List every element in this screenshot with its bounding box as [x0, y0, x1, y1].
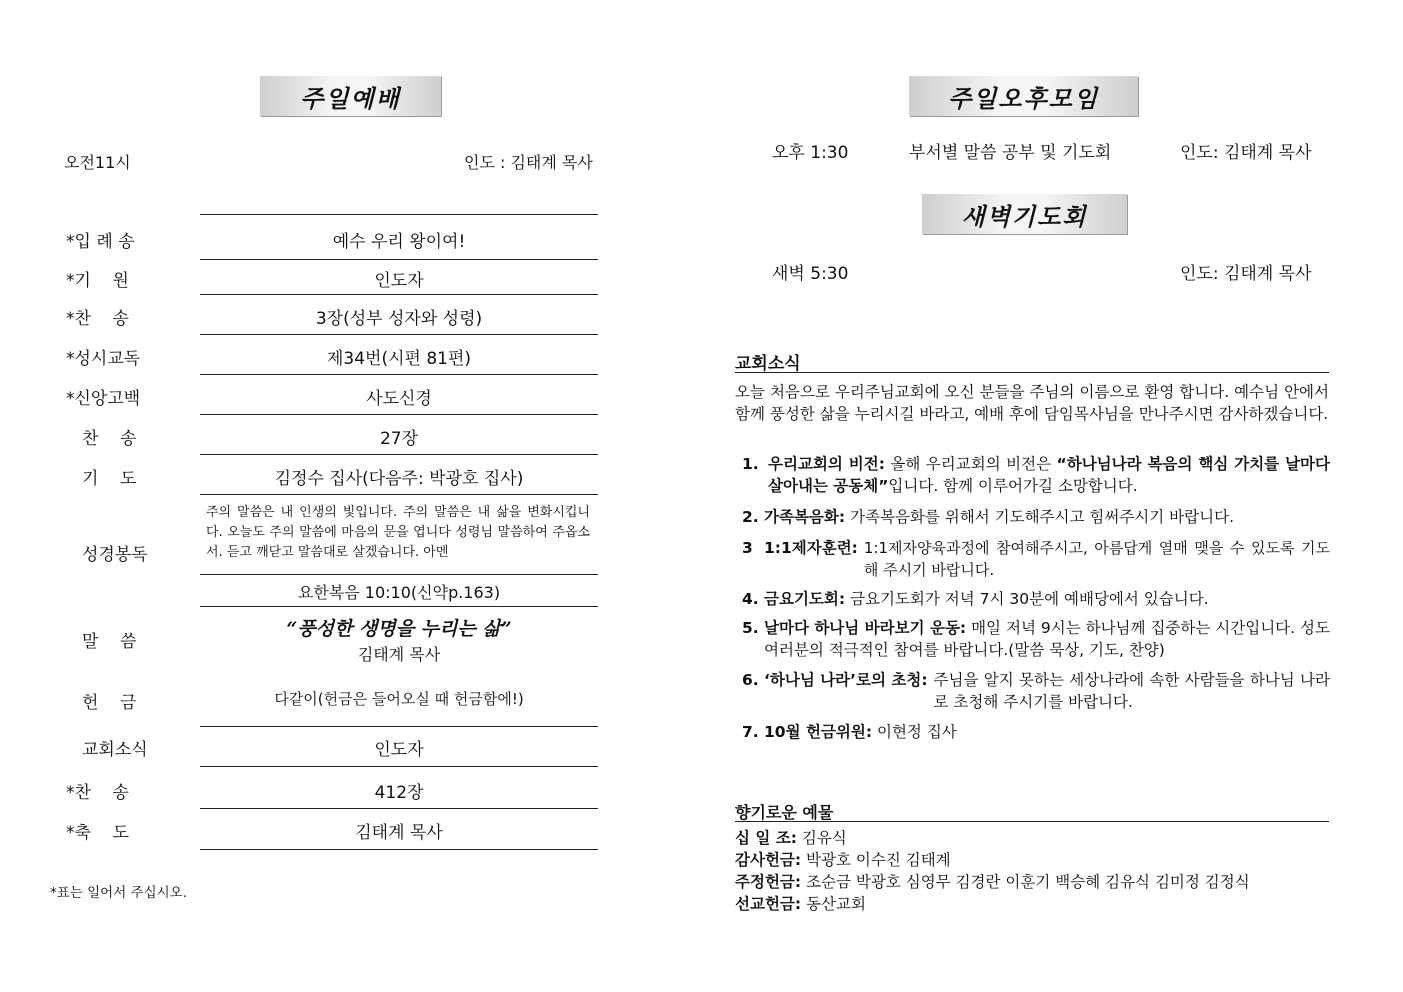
order-label: *축 도: [66, 823, 129, 843]
order-label: 찬 송: [82, 429, 137, 449]
news-item-num: 3: [742, 539, 753, 557]
news-item-text: 올해 우리교회의 비전은: [890, 455, 1052, 473]
news-intro: 오늘 처음으로 우리주님교회에 오신 분들을 주님의 이름으로 환영 합니다. 예수님 안에서 함께 풍성한 삶을 누리시길 바라고, 예배 후에 담임목사님을 만나주시면 감사하겠습니다.: [735, 383, 1329, 423]
offering-row: [735, 848, 951, 870]
order-line: [200, 454, 598, 455]
offering-names: 김유식: [801, 829, 847, 847]
order-line: [200, 334, 598, 335]
dawn-title: [922, 194, 1127, 234]
order-line: [200, 294, 598, 295]
offering-label: 십 일 조:: [735, 829, 797, 847]
order-line: [200, 726, 598, 727]
news-item-num: 2.: [742, 508, 759, 526]
scripture-prayer: 주의 말씀은 내 인생의 빛입니다. 주의 말씀은 내 삶을 변화시킵니다. 오늘도 주의 말씀에 마음의 문을 엽니다 성령님 말씀하여 주옵소서. 듣고 깨닫고 말씀대로 살겠습니다. 아멘: [206, 505, 590, 560]
order-value: 제34번(시편 81편): [326, 349, 472, 369]
order-label: 말 씀: [82, 632, 137, 652]
afternoon-title: [909, 76, 1138, 116]
news-item-text: 금요기도회가 저녁 7시 30분에 예배당에서 있습니다.: [850, 590, 1209, 608]
afternoon-title-text: 주일오후모임: [947, 84, 1100, 113]
order-value: 다같이(헌금은 들어오실 때 헌금함에!): [274, 690, 524, 708]
order-line: [200, 808, 598, 809]
order-label: 헌 금: [82, 693, 137, 713]
dawn-title-text: 새벽기도회: [961, 202, 1088, 231]
offering-underline: [735, 821, 1329, 822]
news-item-text: 이현정 집사: [876, 723, 957, 741]
order-label: *성시교독: [66, 349, 141, 369]
order-label: *기 원: [66, 271, 129, 291]
order-value: 27장: [379, 429, 419, 449]
news-item: [742, 721, 1330, 743]
sermon-preacher: 김태계 목사: [357, 645, 441, 664]
order-value: 사도신경: [366, 389, 432, 409]
order-line: [200, 606, 598, 607]
offering-heading: 향기로운 예물: [735, 803, 834, 822]
order-line: [200, 374, 598, 375]
news-item-text: 가족복음화를 위해서 기도해주시고 힘써주시기 바랍니다.: [850, 508, 1235, 526]
offering-label: 선교헌금:: [735, 895, 802, 913]
order-line: [200, 214, 598, 215]
order-label: 교회소식: [82, 740, 148, 760]
offering-row: [735, 826, 847, 848]
news-heading: 교회소식: [735, 354, 801, 374]
order-label: *입 례 송: [66, 232, 135, 252]
worship-title: [260, 76, 441, 116]
news-item: [742, 588, 1330, 610]
order-value: 412장: [374, 783, 424, 803]
news-item-emphasis: “하나님나라 복음의 핵심 가치를 날마다 살아내는 공동체”: [768, 455, 1330, 495]
offering-names: 조순금 박광호 심영무 김경란 이훈기 백승혜 김유식 김미정 김정식: [806, 873, 1250, 891]
news-item-title: ‘하나님 나라’로의 초청:: [764, 671, 928, 689]
worship-leader: 인도 : 김태계 목사: [464, 153, 593, 172]
order-value: 예수 우리 왕이여!: [332, 232, 466, 252]
sermon-title: “풍성한 생명을 누리는 삶”: [286, 618, 512, 640]
news-item-title: 날마다 하나님 바라보기 운동:: [764, 619, 967, 637]
afternoon-time: 오후 1:30: [772, 143, 849, 163]
news-item: [742, 617, 1330, 661]
order-label: *찬 송: [66, 783, 129, 803]
news-item-num: 7.: [742, 723, 759, 741]
news-item: [742, 537, 1330, 581]
order-value: 김태계 목사: [355, 823, 443, 843]
news-item-text: 1:1제자양육과정에 참여해주시고, 아름답게 열매 맺을 수 있도록 기도해 주시기 바랍니다.: [863, 539, 1330, 579]
order-value: 인도자: [374, 271, 424, 291]
standing-footnote: *표는 일어서 주십시오.: [50, 885, 187, 901]
news-item-num: 6.: [742, 671, 759, 689]
news-item-text: 입니다. 함께 이루어가길 소망합니다.: [888, 477, 1138, 495]
order-line: [200, 849, 598, 850]
news-item-title: 1:1제자훈련:: [764, 539, 858, 557]
afternoon-desc: 부서별 말씀 공부 및 기도회: [909, 143, 1112, 163]
order-value: 인도자: [374, 740, 424, 760]
news-item: [742, 453, 1330, 497]
news-item-title: 가족복음화:: [764, 508, 846, 526]
order-label: 성경봉독: [82, 545, 148, 565]
order-line: [200, 574, 598, 575]
news-item: [742, 506, 1330, 528]
news-item-num: 1.: [742, 455, 759, 473]
order-line: [200, 494, 598, 495]
order-value: 김정수 집사(다음주: 박광호 집사): [274, 469, 524, 489]
news-item-num: 4.: [742, 590, 759, 608]
news-item-title: 10월 헌금위원:: [764, 723, 873, 741]
news-item: [742, 669, 1330, 713]
worship-time: 오전11시: [64, 153, 131, 172]
news-item-title: 금요기도회:: [764, 590, 846, 608]
news-item-text: 주님을 알지 못하는 세상나라에 속한 사람들을 하나님 나라로 초청해 주시기를 바랍니다.: [933, 671, 1330, 711]
dawn-time: 새벽 5:30: [772, 264, 849, 284]
news-underline: [735, 372, 1329, 373]
order-line: [200, 259, 598, 260]
afternoon-leader: 인도: 김태계 목사: [1180, 143, 1312, 163]
offering-names: 동산교회: [806, 895, 866, 913]
offering-row: [735, 870, 1250, 892]
news-item-text: 매일 저녁 9시는 하나님께 집중하는 시간입니다. 성도 여러분의 적극적인 참여를 바랍니다.(말씀 묵상, 기도, 찬양): [764, 619, 1330, 659]
order-label: *찬 송: [66, 309, 129, 329]
order-line: [200, 766, 598, 767]
order-label: 기 도: [82, 469, 137, 489]
order-label: *신앙고백: [66, 389, 141, 409]
order-line: [200, 414, 598, 415]
offering-label: 감사헌금:: [735, 851, 802, 869]
offering-row: [735, 892, 866, 914]
news-item-title: 우리교회의 비전:: [768, 455, 885, 473]
scripture-reference: 요한복음 10:10(신약p.163): [297, 583, 501, 602]
order-value: 3장(성부 성자와 성령): [315, 309, 483, 329]
offering-label: 주정헌금:: [735, 873, 802, 891]
news-item-num: 5.: [742, 619, 759, 637]
dawn-leader: 인도: 김태계 목사: [1180, 264, 1312, 284]
worship-title-text: 주일예배: [300, 84, 401, 113]
offering-names: 박광호 이수진 김태계: [806, 851, 951, 869]
